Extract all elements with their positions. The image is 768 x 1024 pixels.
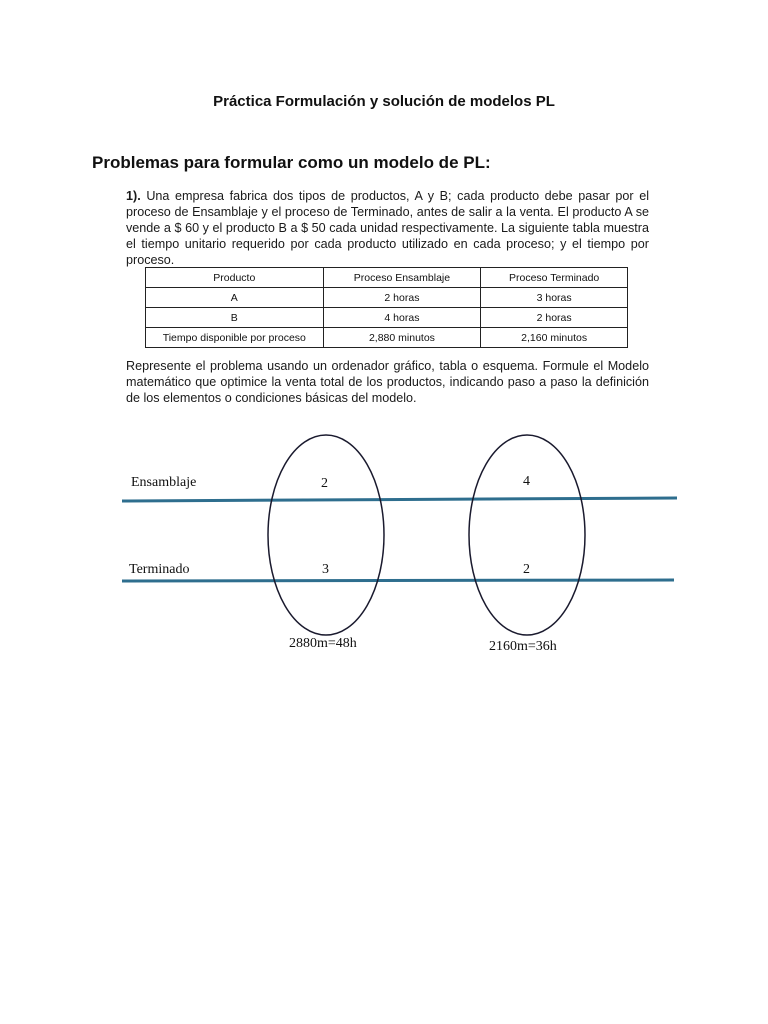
value-a-ensamblaje: 2 xyxy=(321,476,328,491)
table-row xyxy=(146,288,628,308)
table-row xyxy=(146,308,628,328)
product-b-ellipse xyxy=(469,435,585,635)
problem-text: Una empresa fabrica dos tipos de productos, A y B; cada producto debe pasar por el proceso de Ensamblaje y el proceso de Terminado, antes de salir a la venta. El producto A se vende a $ 60 y el producto B a $ 50 cada unidad respectivamente. La siguiente tabla muestra el tiempo unitario requerido por cada producto utilizado en cada proceso; y el tiempo por proceso. xyxy=(126,189,650,267)
section-title: Problemas para formular como un modelo de PL: xyxy=(92,153,491,172)
table-header-row xyxy=(146,268,628,288)
note-product-b: 2160m=36h xyxy=(489,639,557,654)
terminado-line xyxy=(122,580,674,581)
table-cell: 2,160 minutos xyxy=(481,328,628,348)
table-cell: B xyxy=(146,308,324,328)
problem-number: 1). xyxy=(126,189,141,203)
product-a-ellipse xyxy=(268,435,384,635)
table-cell: 4 horas xyxy=(323,308,481,328)
row-label-terminado: Terminado xyxy=(129,562,190,577)
process-diagram xyxy=(0,420,768,680)
table-header-cell: Proceso Terminado xyxy=(481,268,628,288)
problem-statement xyxy=(126,188,649,268)
row-label-ensamblaje: Ensamblaje xyxy=(131,475,197,490)
ensamblaje-line xyxy=(122,498,677,501)
note-product-a: 2880m=48h xyxy=(289,636,357,651)
table-cell: Tiempo disponible por proceso xyxy=(146,328,324,348)
table-cell: 2 horas xyxy=(481,308,628,328)
data-table xyxy=(145,267,628,348)
table-cell: 3 horas xyxy=(481,288,628,308)
table-header-cell: Proceso Ensamblaje xyxy=(323,268,481,288)
table-cell: 2,880 minutos xyxy=(323,328,481,348)
document-title: Práctica Formulación y solución de modelos PL xyxy=(213,93,555,110)
value-b-ensamblaje: 4 xyxy=(523,474,530,489)
value-b-terminado: 2 xyxy=(523,562,530,577)
table-cell: A xyxy=(146,288,324,308)
instruction-text: Represente el problema usando un ordenador gráfico, tabla o esquema. Formule el Modelo matemático que optimice la venta total de los productos, indicando paso a paso la definición de los elementos o condiciones básicas del modelo. xyxy=(126,359,649,405)
value-a-terminado: 3 xyxy=(322,562,329,577)
table-row xyxy=(146,328,628,348)
table-cell: 2 horas xyxy=(323,288,481,308)
table-header-cell: Producto xyxy=(146,268,324,288)
